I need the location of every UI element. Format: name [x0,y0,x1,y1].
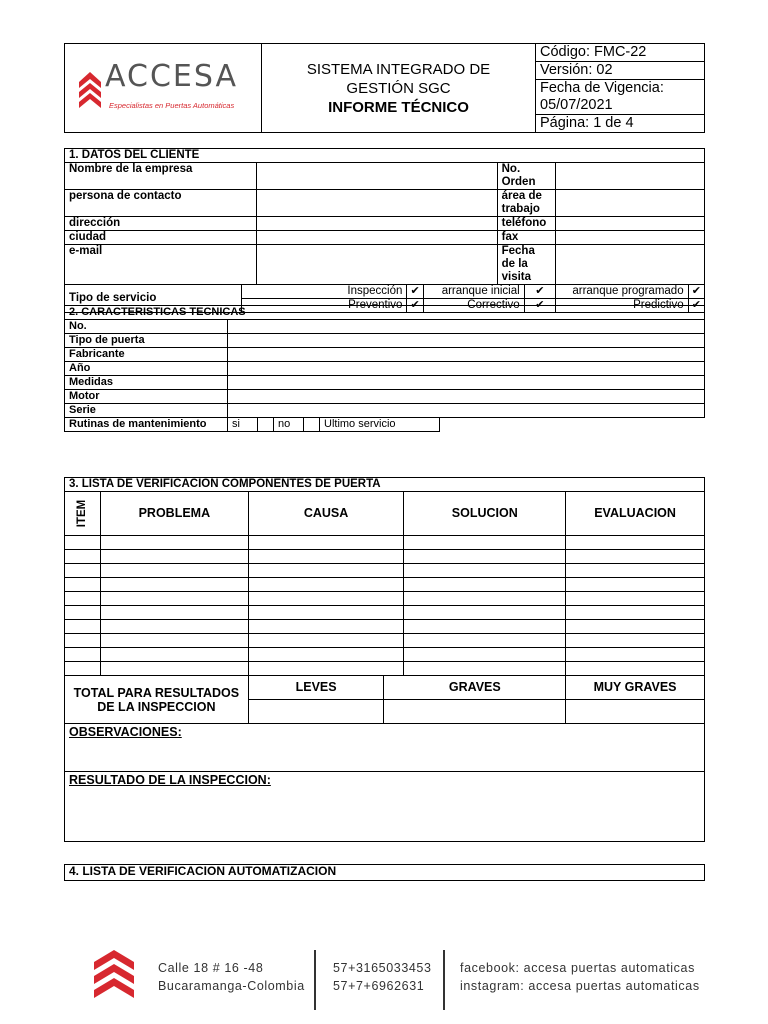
yes-checkbox[interactable] [258,418,274,432]
table-row-cell[interactable] [404,606,566,620]
table-row-cell[interactable] [65,662,101,676]
table-row-cell[interactable] [248,606,404,620]
manufacturer-field[interactable] [228,348,705,362]
field-label: ciudad [65,231,257,245]
city-field[interactable] [257,231,497,245]
level-minor-label: LEVES [248,676,384,700]
observations-field[interactable]: OBSERVACIONES: [65,724,705,772]
table-row-cell[interactable] [65,550,101,564]
table-row-cell[interactable] [404,648,566,662]
no-checkbox[interactable] [304,418,320,432]
table-row-cell[interactable] [65,620,101,634]
level-serious-label: GRAVES [384,676,566,700]
table-row-cell[interactable] [566,578,705,592]
table-row-cell[interactable] [404,634,566,648]
section-1-title: 1. DATOS DEL CLIENTE [65,149,705,163]
column-header-evaluation: EVALUACION [566,492,705,536]
table-row-cell[interactable] [566,592,705,606]
initial-start-checkbox[interactable]: ✔ [524,285,555,299]
title-line-2: GESTIÓN SGC [346,79,451,97]
field-label: dirección [65,217,257,231]
work-area-field[interactable] [556,190,705,217]
table-row-cell[interactable] [404,564,566,578]
table-row-cell[interactable] [404,550,566,564]
year-field[interactable] [228,362,705,376]
very-serious-count-field[interactable] [566,700,705,724]
table-row-cell[interactable] [100,648,248,662]
table-row-cell[interactable] [248,578,404,592]
table-row-cell[interactable] [65,606,101,620]
service-option: Preventivo [242,299,407,313]
predictive-checkbox[interactable]: ✔ [688,299,704,313]
table-row-cell[interactable] [566,564,705,578]
service-option: arranque programado [556,285,689,299]
measurements-field[interactable] [228,376,705,390]
service-option: Predictivo [556,299,689,313]
spec-label: No. [65,320,228,334]
table-row-cell[interactable] [248,550,404,564]
field-label: fax [497,231,555,245]
column-header-solution: SOLUCION [404,492,566,536]
table-row-cell[interactable] [404,578,566,592]
field-label: persona de contacto [65,190,257,217]
document-title-cell [262,44,536,133]
title-line-1: SISTEMA INTEGRADO DE [306,60,491,78]
spec-label: Serie [65,404,228,418]
field-label: área de trabajo [497,190,555,217]
table-row-cell[interactable] [566,634,705,648]
inspection-checkbox[interactable]: ✔ [407,285,423,299]
document-meta-cell [536,44,705,133]
table-row-cell[interactable] [248,564,404,578]
doc-page: Página: 1 de 4 [540,115,634,131]
yes-label: si [228,418,258,432]
email-field[interactable] [257,245,497,285]
serial-field[interactable] [228,404,705,418]
automation-checklist [64,864,705,881]
total-results-label: TOTAL PARA RESULTADOS DE LA INSPECCION [65,676,249,724]
spec-label: Medidas [65,376,228,390]
service-option: Correctivo [423,299,524,313]
footer-address-line-1: Calle 18 # 16 -48 [158,961,264,975]
service-option: arranque inicial [423,285,524,299]
inspection-result-field[interactable]: RESULTADO DE LA INSPECCION: [65,772,705,842]
field-label: teléfono [497,217,555,231]
order-number-field[interactable] [556,163,705,190]
doc-code: Código: FMC-22 [536,44,704,62]
client-data-table [64,148,705,313]
table-row-cell[interactable] [100,634,248,648]
table-row-cell[interactable] [100,578,248,592]
section-2-title: 2. CARACTERISTICAS TECNICAS [65,306,705,320]
table-row-cell[interactable] [65,634,101,648]
company-name-field[interactable] [257,163,497,190]
maintenance-routines-label: Rutinas de mantenimiento [65,418,228,432]
address-field[interactable] [257,217,497,231]
table-row-cell[interactable] [404,620,566,634]
table-row-cell[interactable] [566,620,705,634]
table-row-cell[interactable] [248,634,404,648]
table-row-cell[interactable] [65,592,101,606]
technical-specs-table [64,305,705,432]
doc-date-label: Fecha de Vigencia: [540,80,664,96]
table-row-cell[interactable] [100,620,248,634]
table-row-cell[interactable] [65,578,101,592]
footer-phone-2: 57+7+6962631 [333,979,425,993]
field-label: Nombre de la empresa [65,163,257,190]
minor-count-field[interactable] [248,700,384,724]
table-row-cell[interactable] [404,662,566,676]
table-row-cell[interactable] [566,606,705,620]
level-very-serious-label: MUY GRAVES [566,676,705,700]
document-header [64,43,705,133]
section-3-title: 3. LISTA DE VERIFICACION COMPONENTES DE PUERTA [65,478,705,492]
table-row-cell[interactable] [566,536,705,550]
last-service-label: Ultimo servicio [320,418,440,432]
door-components-checklist [64,477,705,842]
footer-instagram: instagram: accesa puertas automaticas [460,979,700,993]
spec-number-field[interactable] [228,320,705,334]
table-row-cell[interactable] [404,592,566,606]
report-title: INFORME TÉCNICO [328,98,469,116]
column-header-problem: PROBLEMA [100,492,248,536]
footer-facebook: facebook: accesa puertas automaticas [460,961,695,975]
table-row-cell[interactable] [566,648,705,662]
fax-field[interactable] [556,231,705,245]
table-row-cell[interactable] [100,550,248,564]
doc-date-value: 05/07/2021 [536,97,704,115]
spec-label: Año [65,362,228,376]
corrective-checkbox[interactable]: ✔ [524,299,555,313]
table-row-cell[interactable] [100,536,248,550]
footer-logo-icon [92,948,136,998]
table-row-cell[interactable] [65,564,101,578]
table-row-cell[interactable] [65,648,101,662]
no-label: no [274,418,304,432]
doc-version: Versión: 02 [536,62,704,80]
serious-count-field[interactable] [384,700,566,724]
spec-label: Tipo de puerta [65,334,228,348]
table-row-cell[interactable] [65,536,101,550]
footer-address-line-2: Bucaramanga-Colombia [158,979,305,993]
spec-label: Fabricante [65,348,228,362]
logo-cell [65,44,262,133]
motor-field[interactable] [228,390,705,404]
spec-label: Motor [65,390,228,404]
table-row-cell[interactable] [248,536,404,550]
phone-field[interactable] [556,217,705,231]
contact-person-field[interactable] [257,190,497,217]
table-row-cell[interactable] [248,662,404,676]
field-label: No. Orden [497,163,555,190]
column-header-cause: CAUSA [248,492,404,536]
visit-date-field[interactable] [556,245,705,285]
table-row-cell[interactable] [566,550,705,564]
footer-divider [443,950,445,1010]
table-row-cell[interactable] [566,662,705,676]
section-4-title: 4. LISTA DE VERIFICACION AUTOMATIZACION [65,865,705,881]
brand-tagline: Especialistas en Puertas Automáticas [109,101,235,110]
table-row-cell[interactable] [100,564,248,578]
footer-phone-1: 57+3165033453 [333,961,432,975]
table-row-cell[interactable] [100,592,248,606]
door-type-field[interactable] [228,334,705,348]
table-row-cell[interactable] [248,592,404,606]
last-service-field[interactable] [440,418,705,432]
service-option: Inspección [242,285,407,299]
preventive-checkbox[interactable]: ✔ [407,299,423,313]
brand-name: ACCESA [105,59,238,94]
footer-divider [314,950,316,1010]
column-header-item: ITEM [65,492,101,536]
table-row-cell[interactable] [404,536,566,550]
field-label: Fecha de la visita [497,245,555,285]
field-label: e-mail [65,245,257,285]
scheduled-start-checkbox[interactable]: ✔ [688,285,704,299]
service-type-label: Tipo de servicio [65,285,242,313]
table-row-cell[interactable] [248,620,404,634]
table-row-cell[interactable] [248,648,404,662]
table-row-cell[interactable] [100,662,248,676]
table-row-cell[interactable] [100,606,248,620]
